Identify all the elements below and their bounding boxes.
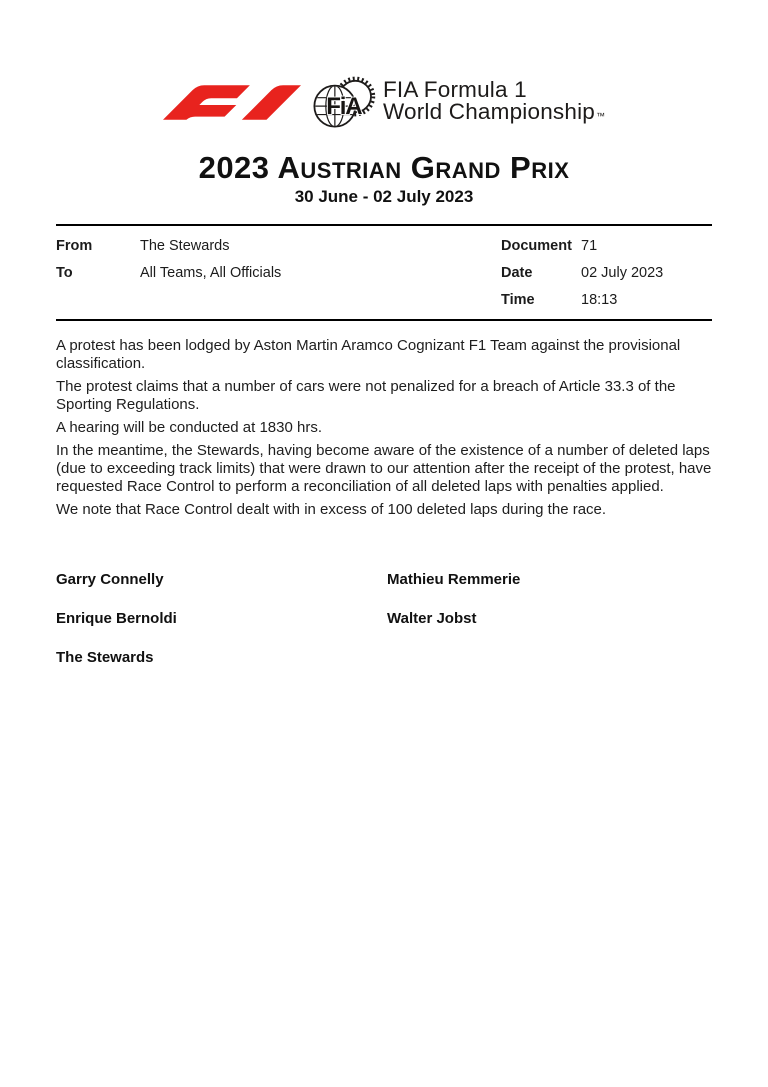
meta-row-document xyxy=(501,238,712,265)
date-value: 02 July 2023 xyxy=(581,265,664,281)
document-number-label: Document xyxy=(501,238,572,254)
to-value: All Teams, All Officials xyxy=(140,265,282,281)
fia-emblem-text: FiA xyxy=(326,92,362,120)
time-label: Time xyxy=(501,292,535,308)
document-body xyxy=(56,337,712,519)
fia-emblem-icon xyxy=(313,76,376,129)
signature-spacer xyxy=(387,649,712,666)
date-label: Date xyxy=(501,265,533,281)
trademark-symbol: ™ xyxy=(596,110,606,121)
event-date-range: 30 June - 02 July 2023 xyxy=(294,187,474,206)
wordmark-line2: World Championship™ xyxy=(382,98,606,124)
meta-row-time xyxy=(501,292,712,319)
signature-steward-4: Walter Jobst xyxy=(387,610,477,627)
header-logo-row xyxy=(0,0,768,129)
meta-row-to xyxy=(56,265,281,292)
body-paragraph-2: The protest claims that a number of cars were not penalized for a breach of Article 33.3 of the Sporting Regulations. xyxy=(56,378,676,413)
from-label: From xyxy=(56,238,93,254)
fia-wordmark xyxy=(382,76,606,127)
signature-steward-2: Mathieu Remmerie xyxy=(387,571,521,588)
event-title: 2023 Austrian Grand Prix xyxy=(198,150,570,185)
signature-closing: The Stewards xyxy=(56,649,154,666)
meta-left-column xyxy=(56,238,281,319)
body-paragraph-5: We note that Race Control dealt with in excess of 100 deleted laps during the race. xyxy=(56,501,607,518)
body-paragraph-1: A protest has been lodged by Aston Martin Aramco Cognizant F1 Team against the provisional classification. xyxy=(56,337,681,372)
body-paragraph-4: In the meantime, the Stewards, having become aware of the existence of a number of deleted laps (due to exceeding track limits) that were drawn to our attention after the receipt of the protest, have requested Race Control to perform a reconciliation of all deleted laps with penalties applied. xyxy=(56,442,712,495)
to-label: To xyxy=(56,265,73,281)
signatures-block xyxy=(56,571,712,666)
signature-steward-3: Enrique Bernoldi xyxy=(56,610,177,627)
signature-steward-1: Garry Connelly xyxy=(56,571,164,588)
wordmark-line1: FIA Formula 1 xyxy=(382,76,527,102)
f1-logo-icon xyxy=(163,85,301,120)
document-number-value: 71 xyxy=(581,238,598,254)
meta-row-date xyxy=(501,265,712,292)
time-value: 18:13 xyxy=(581,292,618,308)
from-value: The Stewards xyxy=(140,238,230,254)
document-meta-table xyxy=(56,224,712,321)
body-paragraph-3: A hearing will be conducted at 1830 hrs. xyxy=(56,419,323,436)
meta-row-from xyxy=(56,238,281,265)
meta-right-column xyxy=(501,238,712,319)
